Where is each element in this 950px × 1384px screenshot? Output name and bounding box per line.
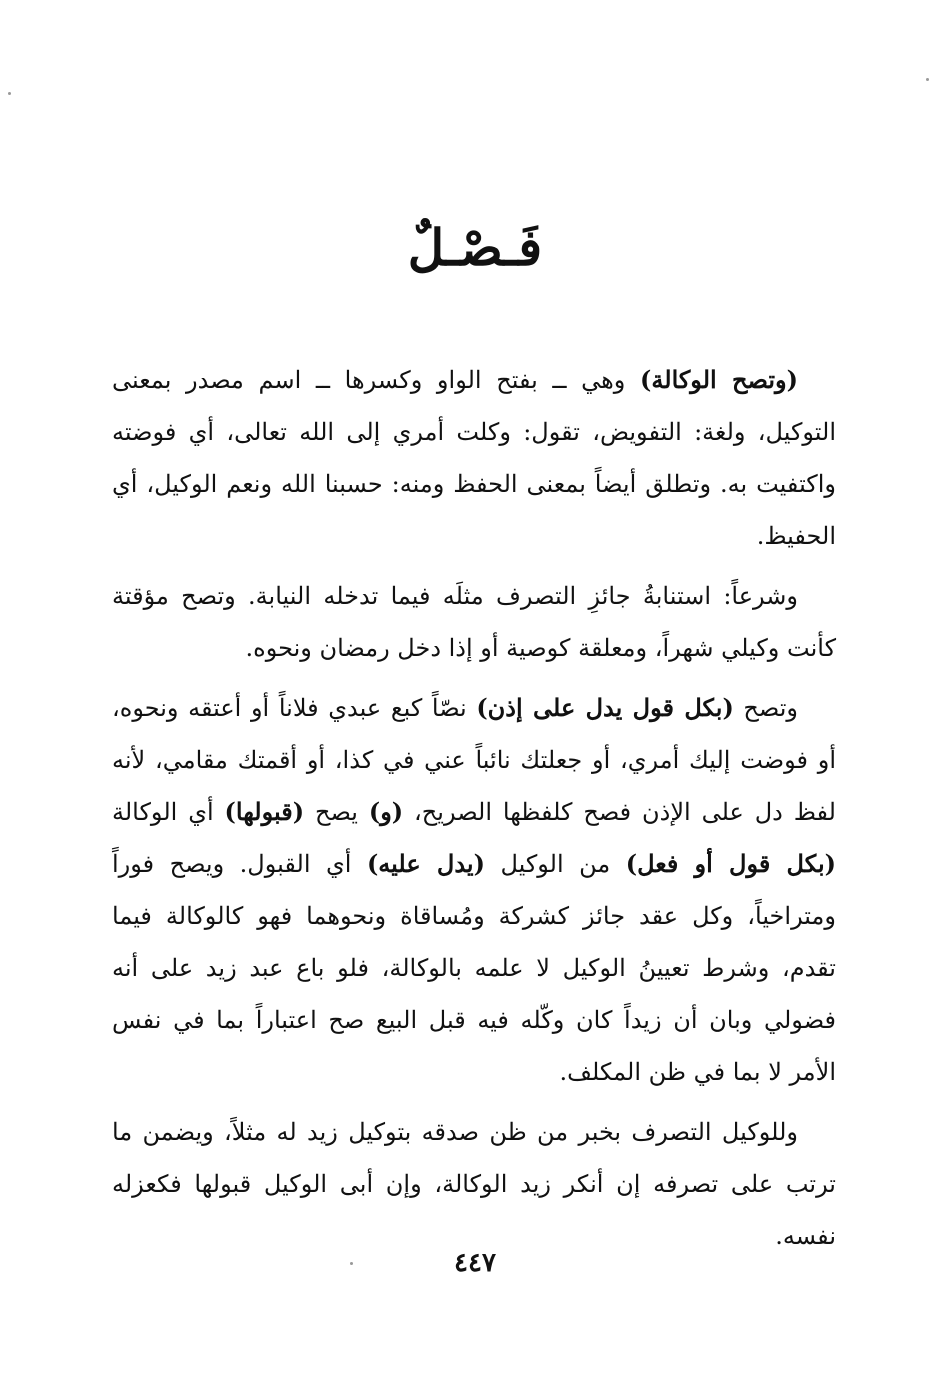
bold-matn-text: (وتصح الوكالة)	[640, 365, 798, 394]
scan-speck	[926, 78, 929, 81]
commentary-text: وهي ــ بفتح الواو وكسرها ــ اسم مصدر بمعنى التوكيل، ولغة: التفويض، تقول: وكلت أمري إلى الله تعالى، أي فوضته واكتفيت به. وتطلق أيضاً بمعنى الحفظ ومنه: حسبنا الله ونعم الوكيل، أي الحفيظ.	[112, 366, 836, 550]
page-number: ٤٤٧	[454, 1248, 496, 1278]
paragraph	[112, 1106, 836, 1262]
bold-matn-text: (بكل قول أو فعل)	[625, 849, 837, 878]
paragraph	[112, 682, 836, 1098]
commentary-text: من الوكيل	[484, 850, 626, 878]
commentary-text: وشرعاً: استنابةُ جائزِ التصرف مثلَه فيما تدخله النيابة. وتصح مؤقتة كأنت وكيلي شهراً، ومعلقة كوصية أو إذا دخل رمضان ونحوه.	[112, 582, 836, 662]
section-title: فَـصْـلٌ	[407, 218, 543, 277]
commentary-text: وللوكيل التصرف بخبر من ظن صدقه بتوكيل زيد له مثلاً، ويضمن ما ترتب على تصرفه إن أنكر زيد الوكالة، وإن أبى الوكيل قبولها فكعزله نفسه.	[112, 1118, 836, 1250]
commentary-text: يصح	[304, 798, 369, 826]
bold-matn-text: (قبولها)	[224, 797, 305, 826]
commentary-text: وتصح	[733, 694, 799, 722]
body-text	[112, 354, 836, 1270]
commentary-text: أي القبول. ويصح فوراً ومتراخياً، وكل عقد جائز كشركة ومُساقاة ونحوهما فهو كالوكالة فيما تقدم، وشرط تعيينُ الوكيل لا علمه بالوكالة، فلو باع عبد زيد على أنه فضولي وبان أن زيداً كان وكّله فيه قبل البيع صح اعتباراً بما في نفس الأمر لا بما في ظن المكلف.	[112, 850, 836, 1086]
bold-matn-text: (و)	[368, 797, 404, 826]
scan-speck	[350, 1262, 353, 1265]
bold-matn-text: (يدل عليه)	[366, 849, 485, 878]
commentary-text: نصّاً كبع عبدي فلاناً أو أعتقه ونحوه، أو فوضت إليك أمري، أو جعلتك نائباً عني في كذا، أو أقمتك مقامي، لأنه لفظ دل على الإذن فصح كلفظها الصريح،	[112, 694, 836, 826]
scan-speck	[8, 92, 11, 95]
bold-matn-text: (بكل قول يدل على إذن)	[476, 693, 734, 722]
commentary-text: أي الوكالة	[112, 798, 225, 826]
paragraph	[112, 570, 836, 674]
paragraph	[112, 354, 836, 562]
